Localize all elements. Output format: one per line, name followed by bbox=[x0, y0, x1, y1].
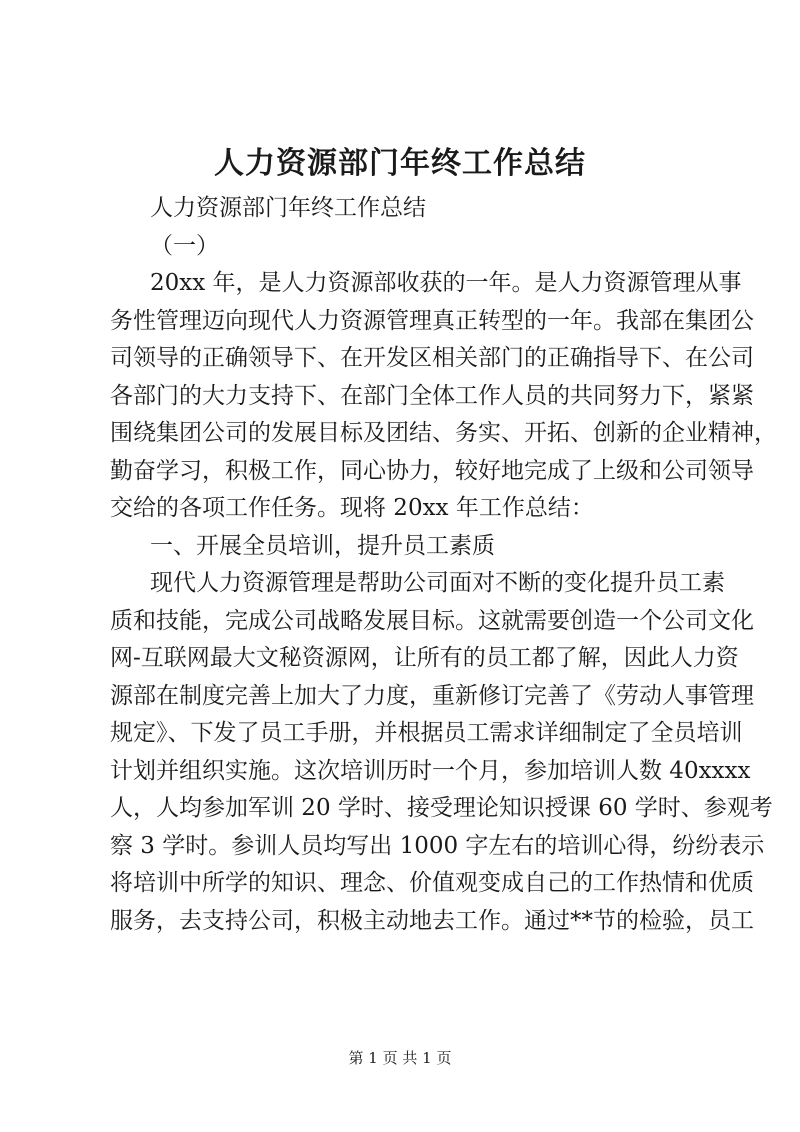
paragraph-line: 勤奋学习，积极工作，同心协力，较好地完成了上级和公司领导 bbox=[110, 457, 754, 484]
section-number-line: （一） bbox=[150, 232, 219, 259]
paragraph-line: 网-互联网最大文秘资源网，让所有的员工都了解，因此人力资 bbox=[110, 645, 739, 671]
subtitle-line: 人力资源部门年终工作总结 bbox=[150, 195, 426, 221]
paragraph-line: 围绕集团公司的发展目标及团结、务实、开拓、创新的企业精神， bbox=[110, 420, 777, 446]
paragraph-line: 规定》、下发了员工手册，并根据员工需求详细制定了全员培训 bbox=[110, 720, 743, 746]
section-heading: 一、开展全员培训，提升员工素质 bbox=[150, 532, 495, 559]
page-footer: 第 1 页 共 1 页 bbox=[348, 1049, 452, 1067]
paragraph-line: 质和技能，完成公司战略发展目标。这就需要创造一个公司文化 bbox=[110, 607, 754, 634]
document-title: 人力资源部门年终工作总结 bbox=[214, 146, 586, 181]
paragraph-line: 将培训中所学的知识、理念、价值观变成自己的工作热情和优质 bbox=[110, 870, 754, 896]
paragraph-line: 源部在制度完善上加大了力度，重新修订完善了《劳动人事管理 bbox=[110, 682, 754, 709]
paragraph-line: 20xx 年，是人力资源部收获的一年。是人力资源管理从事 bbox=[150, 270, 742, 296]
paragraph-line: 交给的各项工作任务。现将 20xx 年工作总结： bbox=[110, 495, 594, 521]
paragraph-line: 各部门的大力支持下、在部门全体工作人员的共同努力下，紧紧 bbox=[110, 382, 754, 409]
paragraph-line: 人，人均参加军训 20 学时、接受理论知识授课 60 学时、参观考 bbox=[110, 795, 773, 821]
document-body bbox=[110, 190, 777, 940]
paragraph-line: 现代人力资源管理是帮助公司面对不断的变化提升员工素 bbox=[150, 570, 725, 596]
paragraph-line: 计划并组织实施。这次培训历时一个月，参加培训人数 40xxxx bbox=[110, 757, 751, 784]
paragraph-line: 察 3 学时。参训人员均写出 1000 字左右的培训心得，纷纷表示 bbox=[110, 832, 765, 859]
paragraph-line: 服务，去支持公司，积极主动地去工作。通过**节的检验，员工 bbox=[110, 907, 754, 934]
paragraph-line: 司领导的正确领导下、在开发区相关部门的正确指导下、在公司 bbox=[110, 345, 754, 371]
paragraph-line: 务性管理迈向现代人力资源管理真正转型的一年。我部在集团公 bbox=[110, 307, 754, 334]
